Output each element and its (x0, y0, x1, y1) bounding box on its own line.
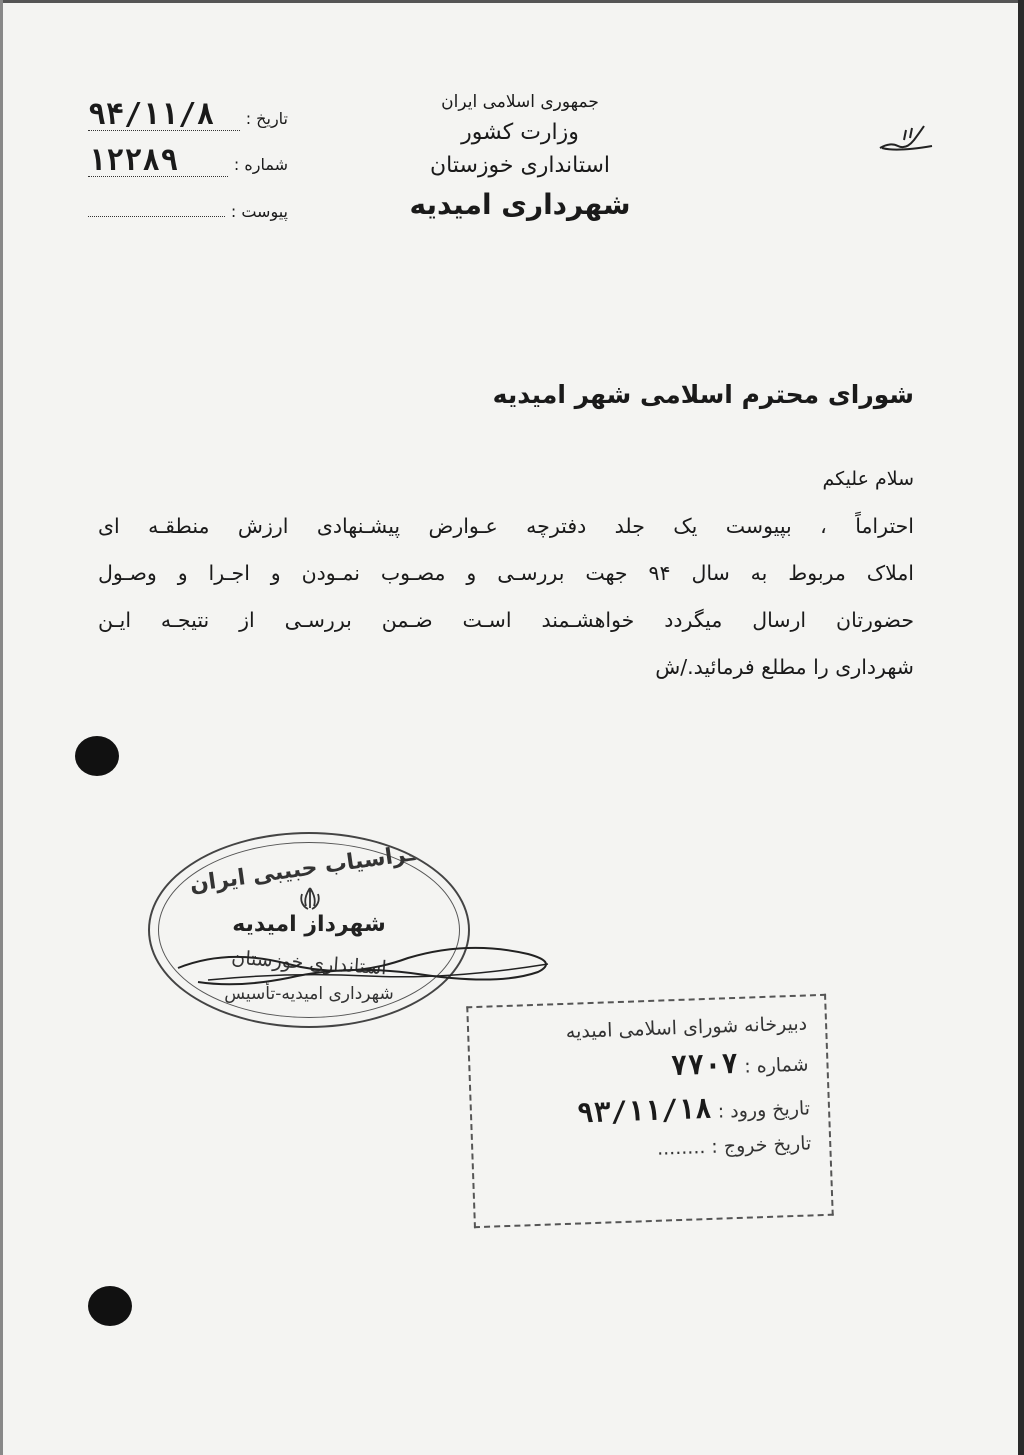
number-row (88, 143, 288, 192)
page-edge-right (1018, 0, 1024, 1455)
attachment-label: پیوست : (230, 202, 288, 221)
letterhead-municipality: شهرداری امیدیه (409, 188, 631, 221)
letterhead-ministry: وزارت کشور (461, 120, 579, 145)
page-edge-top (0, 0, 1024, 3)
registration-entry-label: تاریخ ورود : (717, 1097, 811, 1123)
date-row (88, 97, 288, 146)
letterhead-country: جمهوری اسلامی ایران (441, 92, 599, 112)
number-label: شماره : (233, 155, 288, 174)
body-line: حضورتان ارسال میگردد خواهشـمند اسـت ضـمن بررسـی از نتیجـه ایـن (98, 608, 914, 632)
registration-entry-value: ۹۳/۱۱/۱۸ (576, 1091, 713, 1130)
registration-exit-value: ........ (656, 1136, 706, 1160)
attachment-row (88, 192, 288, 238)
greeting: سلام علیکم (822, 468, 914, 490)
body-line: شهرداری را مطلع فرمائید./ش (655, 655, 914, 679)
punch-hole (75, 736, 119, 776)
seal-established: شهرداری امیدیه-تأسیس (224, 984, 394, 1004)
addressee: شورای محترم اسلامی شهر امیدیه (492, 380, 914, 409)
registration-exit-label: تاریخ خروج : (710, 1132, 812, 1158)
seal-signer-name: افراسیاب حبیبی ایران (188, 839, 430, 898)
punch-hole (88, 1286, 132, 1326)
handwritten-mark-icon (876, 118, 936, 158)
page-edge-left (0, 0, 3, 1455)
handwritten-signature-icon (168, 928, 568, 998)
seal-municipality: شهرداز امیدیه (232, 912, 386, 937)
registration-title: دبیرخانه شورای اسلامی امیدیه (565, 1012, 808, 1043)
attachment-value (88, 192, 225, 217)
seal-province: استانداری خوزستان (230, 946, 388, 980)
letterhead-province: استانداری خوزستان (429, 153, 611, 178)
registration-number-value: ۷۷۰۷ (670, 1046, 739, 1083)
body-line: املاک مربوط به سال ۹۴ جهت بررسـی و مصـوب نمـودن و اجـرا و وصـول (98, 561, 914, 585)
letter-meta (88, 97, 288, 238)
letter-body (98, 503, 914, 691)
date-value: ۹۴/۱۱/۸ (88, 100, 240, 131)
body-line: احتراماً ، بپیوست یک جلد دفترچه عـوارض پیشـنهادی ارزش منطقـه ای (98, 514, 914, 538)
registration-number-label: شماره : (743, 1053, 809, 1078)
letterhead (380, 92, 660, 221)
number-value: ۱۲۲۸۹ (88, 146, 228, 177)
council-registration-stamp (466, 994, 834, 1228)
iran-emblem-icon (296, 886, 324, 912)
date-label: تاریخ : (245, 109, 288, 128)
